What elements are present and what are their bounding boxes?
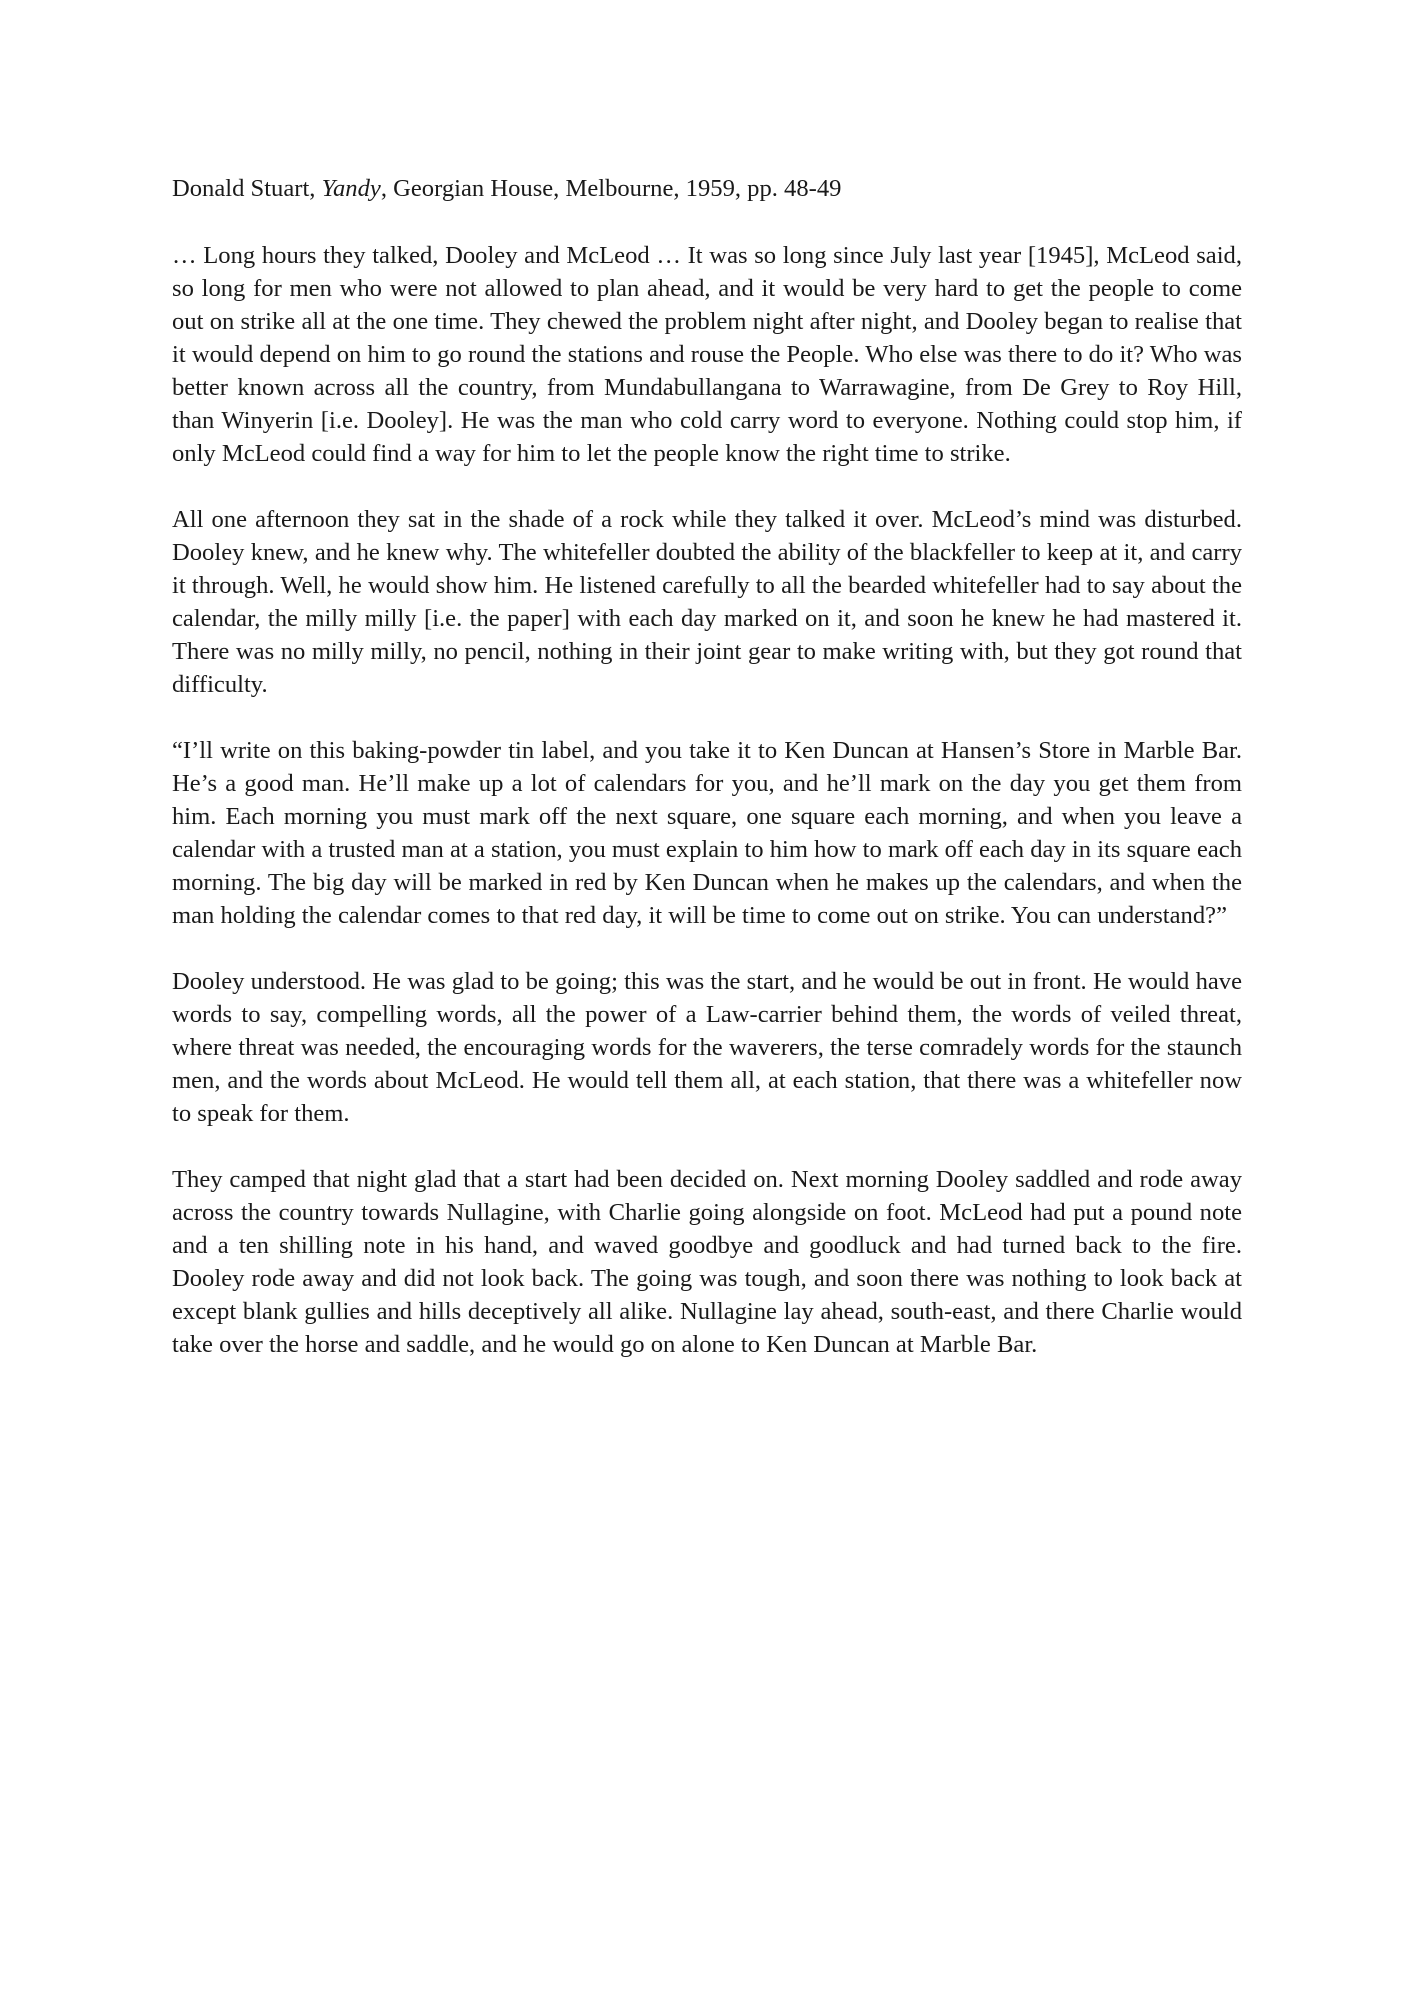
citation-book-title: Yandy <box>321 175 381 202</box>
document-page <box>172 172 1242 1394</box>
citation-publication: , Georgian House, Melbourne, 1959, pp. 48-49 <box>380 175 842 202</box>
paragraph-1: … Long hours they talked, Dooley and McLeod … It was so long since July last year [1945], McLeod said, so long for men who were not allowed to plan ahead, and it would be very hard to get the people to come out on strike all at the one time. They chewed the problem night after night, and Dooley began to realise that it would depend on him to go round the stations and rouse the People. Who else was there to do it? Who was better known across all the country, from Mundabullangana to Warrawagine, from De Grey to Roy Hill, than Winyerin [i.e. Dooley]. He was the man who cold carry word to everyone. Nothing could stop him, if only McLeod could find a way for him to let the people know the right time to strike. <box>172 242 1242 467</box>
paragraph-4: Dooley understood. He was glad to be going; this was the start, and he would be out in front. He would have words to say, compelling words, all the power of a Law-carrier behind them, the words of veiled threat, where threat was needed, the encouraging words for the waverers, the terse comradely words for the staunch men, and the words about McLeod. He would tell them all, at each station, that there was a whitefeller now to speak for them. <box>172 968 1242 1127</box>
paragraph-2: All one afternoon they sat in the shade of a rock while they talked it over. McLeod’s mind was disturbed. Dooley knew, and he knew why. The whitefeller doubted the ability of the blackfeller to keep at it, and carry it through. Well, he would show him. He listened carefully to all the bearded whitefeller had to say about the calendar, the milly milly [i.e. the paper] with each day marked on it, and soon he knew he had mastered it. There was no milly milly, no pencil, nothing in their joint gear to make writing with, but they got round that difficulty. <box>172 506 1242 698</box>
source-citation <box>172 172 1242 205</box>
paragraph-5: They camped that night glad that a start had been decided on. Next morning Dooley saddled and rode away across the country towards Nullagine, with Charlie going alongside on foot. McLeod had put a pound note and a ten shilling note in his hand, and waved goodbye and goodluck and had turned back to the fire. Dooley rode away and did not look back. The going was tough, and soon there was nothing to look back at except blank gullies and hills deceptively all alike. Nullagine lay ahead, south-east, and there Charlie would take over the horse and saddle, and he would go on alone to Ken Duncan at Marble Bar. <box>172 1166 1242 1358</box>
paragraph-3: “I’ll write on this baking-powder tin label, and you take it to Ken Duncan at Hansen’s Store in Marble Bar. He’s a good man. He’ll make up a lot of calendars for you, and he’ll mark on the day you get them from him. Each morning you must mark off the next square, one square each morning, and when you leave a calendar with a trusted man at a station, you must explain to him how to mark off each day in its square each morning. The big day will be marked in red by Ken Duncan when he makes up the calendars, and when the man holding the calendar comes to that red day, it will be time to come out on strike. You can understand?” <box>172 737 1242 929</box>
citation-author: Donald Stuart, <box>172 175 322 202</box>
